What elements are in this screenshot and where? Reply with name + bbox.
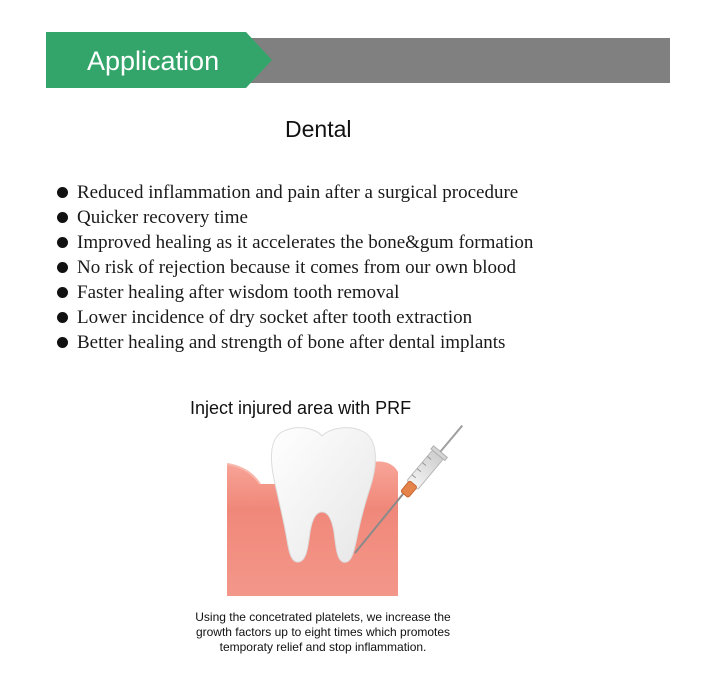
- bullet-icon: [57, 262, 68, 273]
- bullet-icon: [57, 312, 68, 323]
- list-item: [56, 330, 533, 355]
- list-item-text: No risk of rejection because it comes from our own blood: [77, 257, 516, 278]
- list-item: [56, 230, 533, 255]
- tooth-injection-illustration: [220, 422, 470, 598]
- header-gray-bar: [246, 38, 670, 83]
- list-item: [56, 255, 533, 280]
- list-item-text: Better healing and strength of bone after dental implants: [77, 332, 506, 353]
- header-title: Application: [87, 46, 220, 76]
- list-item: [56, 305, 533, 330]
- bullet-icon: [57, 337, 68, 348]
- caption-line: Using the concetrated platelets, we increase the: [195, 610, 451, 624]
- list-item-text: Reduced inflammation and pain after a surgical procedure: [77, 182, 519, 203]
- caption-line: growth factors up to eight times which promotes: [195, 625, 451, 639]
- illustration-caption: [170, 610, 476, 655]
- bullet-icon: [57, 237, 68, 248]
- list-item-text: Improved healing as it accelerates the bone&gum formation: [77, 232, 534, 253]
- bullet-icon: [57, 187, 68, 198]
- list-item-text: Quicker recovery time: [77, 207, 248, 228]
- list-item: [56, 280, 533, 305]
- illustration-title: Inject injured area with PRF: [190, 398, 412, 418]
- list-item-text: Lower incidence of dry socket after tooth extraction: [77, 307, 473, 328]
- list-item: [56, 205, 533, 230]
- bullet-icon: [57, 287, 68, 298]
- list-item-text: Faster healing after wisdom tooth removal: [77, 282, 400, 303]
- benefits-list: [56, 180, 533, 355]
- caption-line: temporaty relief and stop inflammation.: [219, 640, 427, 654]
- list-item: [56, 180, 533, 205]
- bullet-icon: [57, 212, 68, 223]
- section-header: [46, 36, 670, 86]
- section-title: Dental: [285, 116, 352, 142]
